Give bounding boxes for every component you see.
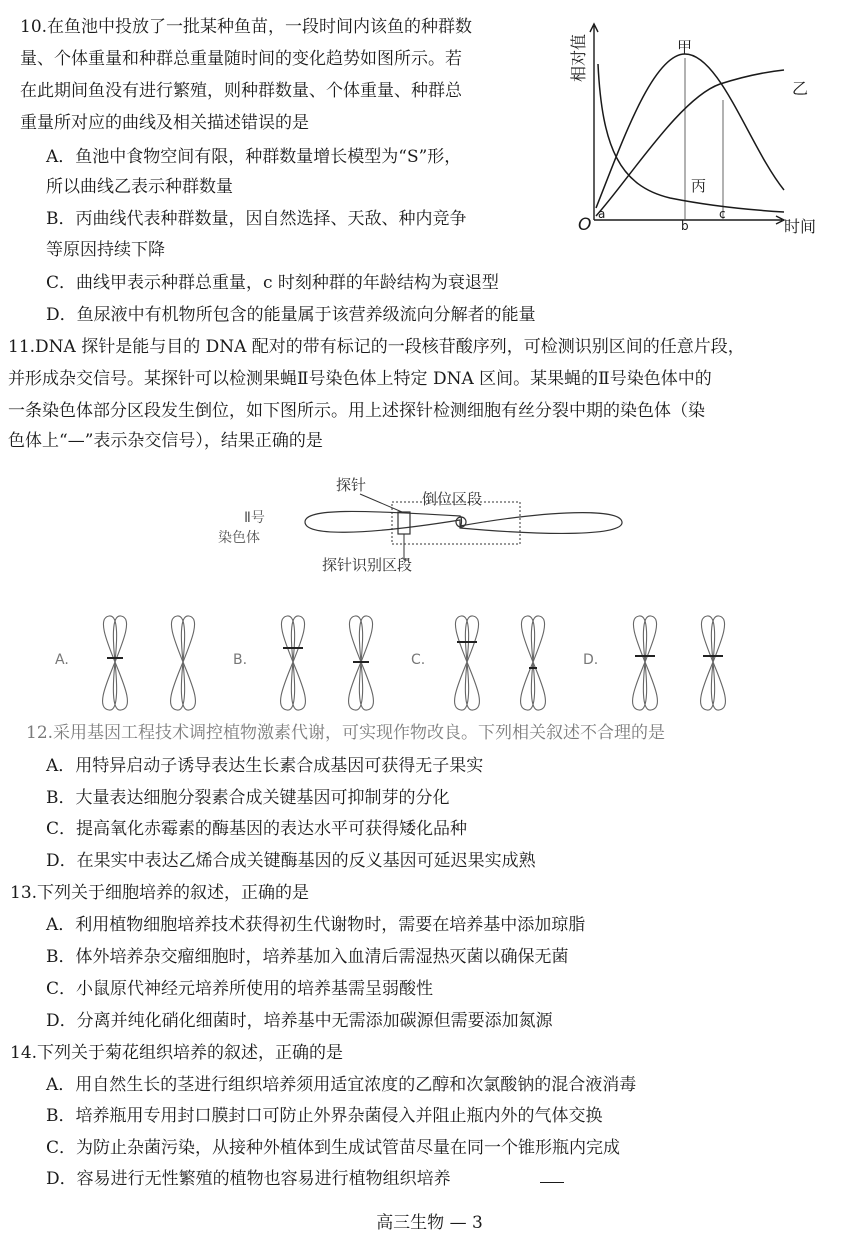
q13-option-d: D．分离并纯化硝化细菌时，培养基中无需添加碳源但需要添加氮源 bbox=[46, 1011, 553, 1031]
q11-stem-line: 11.DNA 探针是能与目的 DNA 配对的带有标记的一段核苷酸序列，可检测识别区间的任意片段， bbox=[8, 337, 745, 357]
probe-pointer bbox=[360, 494, 402, 512]
probe-label: 探针 bbox=[336, 476, 367, 494]
choice-b-chromosome-2 bbox=[349, 616, 374, 710]
choice-d-chromosome-1 bbox=[633, 616, 658, 710]
q12-stem: 12.采用基因工程技术调控植物激素代谢，可实现作物改良。下列相关叙述不合理的是 bbox=[26, 723, 666, 743]
choice-b-chromosome-1 bbox=[281, 616, 306, 710]
q13-stem: 13.下列关于细胞培养的叙述，正确的是 bbox=[10, 883, 310, 903]
choice-a-chromosome-2 bbox=[171, 616, 196, 710]
choice-d-label: D. bbox=[583, 652, 599, 668]
q14-stem: 14.下列关于菊花组织培养的叙述，正确的是 bbox=[10, 1043, 344, 1063]
q14-option-b: B．培养瓶用专用封口膜封口可防止外界杂菌侵入并阻止瓶内外的气体交换 bbox=[46, 1106, 603, 1126]
q13-option-a: A．利用植物细胞培养技术获得初生代谢物时，需要在培养基中添加琼脂 bbox=[46, 915, 586, 935]
page-footer: 高三生物 — 3 bbox=[376, 1213, 483, 1233]
q11-stem-line: 并形成杂交信号。某探针可以检测果蝇Ⅱ号染色体上特定 DNA 区间。某果蝇的Ⅱ号染色体中的 bbox=[8, 369, 712, 389]
q11-chromosome-diagram bbox=[210, 470, 650, 580]
q10-stem-line: 重量所对应的曲线及相关描述错误的是 bbox=[20, 113, 309, 133]
tick-c-label: c bbox=[719, 207, 726, 221]
q14-option-c: C．为防止杂菌污染，从接种外植体到生成试管苗尽量在同一个锥形瓶内完成 bbox=[46, 1138, 621, 1158]
q12-option-a: A．用特异启动子诱导表达生长素合成基因可获得无子果实 bbox=[46, 756, 484, 776]
choice-c-chromosome-1 bbox=[455, 616, 480, 710]
curve-jia-label: 甲 bbox=[677, 38, 693, 56]
probe-region bbox=[398, 512, 410, 534]
q10-option-a: A．鱼池中食物空间有限，种群数量增长模型为“S”形， bbox=[46, 147, 462, 167]
graph-origin: O bbox=[578, 215, 592, 235]
curve-jia bbox=[596, 54, 784, 208]
answer-blank-line bbox=[540, 1182, 564, 1183]
inversion-label: 倒位区段 bbox=[422, 490, 483, 508]
chromosome-label-1: Ⅱ号 bbox=[244, 510, 265, 526]
q12-option-d: D．在果实中表达乙烯合成关键酶基因的反义基因可延迟果实成熟 bbox=[46, 851, 536, 871]
tick-a-label: a bbox=[598, 207, 606, 221]
choice-c-chromosome-2 bbox=[521, 616, 546, 710]
q10-stem-line: 量、个体重量和种群总重量随时间的变化趋势如图所示。若 bbox=[20, 49, 462, 69]
chromosome-body bbox=[305, 511, 622, 533]
choice-b-label: B. bbox=[233, 652, 248, 668]
graph-ylabel: 相对值 bbox=[569, 33, 588, 83]
curve-yi bbox=[596, 70, 784, 216]
choice-a-chromosome-1 bbox=[103, 616, 128, 710]
choice-a-label: A. bbox=[55, 652, 69, 668]
choice-c-label: C. bbox=[411, 652, 426, 668]
choice-d-chromosome-2 bbox=[701, 616, 726, 710]
q10-option-c: C．曲线甲表示种群总重量，c 时刻种群的年龄结构为衰退型 bbox=[46, 273, 499, 293]
q11-stem-line: 一条染色体部分区段发生倒位，如下图所示。用上述探针检测细胞有丝分裂中期的染色体（染 bbox=[8, 401, 705, 421]
q10-option-b-cont: 等原因持续下降 bbox=[46, 240, 165, 260]
graph-xlabel: 时间 bbox=[784, 217, 817, 236]
q10-stem-line: 在此期间鱼没有进行繁殖，则种群数量、个体重量、种群总 bbox=[20, 81, 462, 101]
q11-stem-line: 色体上“—”表示杂交信号），结果正确的是 bbox=[8, 431, 323, 451]
q10-option-b: B．丙曲线代表种群数量，因自然选择、天敌、种内竞争 bbox=[46, 209, 467, 229]
q13-option-c: C．小鼠原代神经元培养所使用的培养基需呈弱酸性 bbox=[46, 979, 434, 999]
curve-bing-label: 丙 bbox=[691, 177, 707, 195]
chromosome-label-2: 染色体 bbox=[218, 530, 260, 546]
q11-choices bbox=[55, 608, 755, 718]
q14-option-a: A．用自然生长的茎进行组织培养须用适宜浓度的乙醇和次氯酸钠的混合液消毒 bbox=[46, 1075, 637, 1095]
q14-option-d: D．容易进行无性繁殖的植物也容易进行植物组织培养 bbox=[46, 1169, 451, 1189]
q13-option-b: B．体外培养杂交瘤细胞时，培养基加入血清后需湿热灭菌以确保无菌 bbox=[46, 947, 569, 967]
curve-yi-label: 乙 bbox=[792, 79, 809, 98]
q12-option-c: C．提高氧化赤霉素的酶基因的表达水平可获得矮化品种 bbox=[46, 819, 468, 839]
q12-option-b: B．大量表达细胞分裂素合成关键基因可抑制芽的分化 bbox=[46, 788, 450, 808]
q10-graph bbox=[560, 8, 830, 238]
graph-guide-lines bbox=[685, 58, 723, 220]
q10-option-d: D．鱼尿液中有机物所包含的能量属于该营养级流向分解者的能量 bbox=[46, 305, 536, 325]
q10-stem-line: 10.在鱼池中投放了一批某种鱼苗，一段时间内该鱼的种群数 bbox=[20, 17, 473, 37]
tick-b-label: b bbox=[681, 219, 689, 233]
recognition-label: 探针识别区段 bbox=[322, 556, 413, 574]
q10-option-a-cont: 所以曲线乙表示种群数量 bbox=[46, 177, 233, 197]
